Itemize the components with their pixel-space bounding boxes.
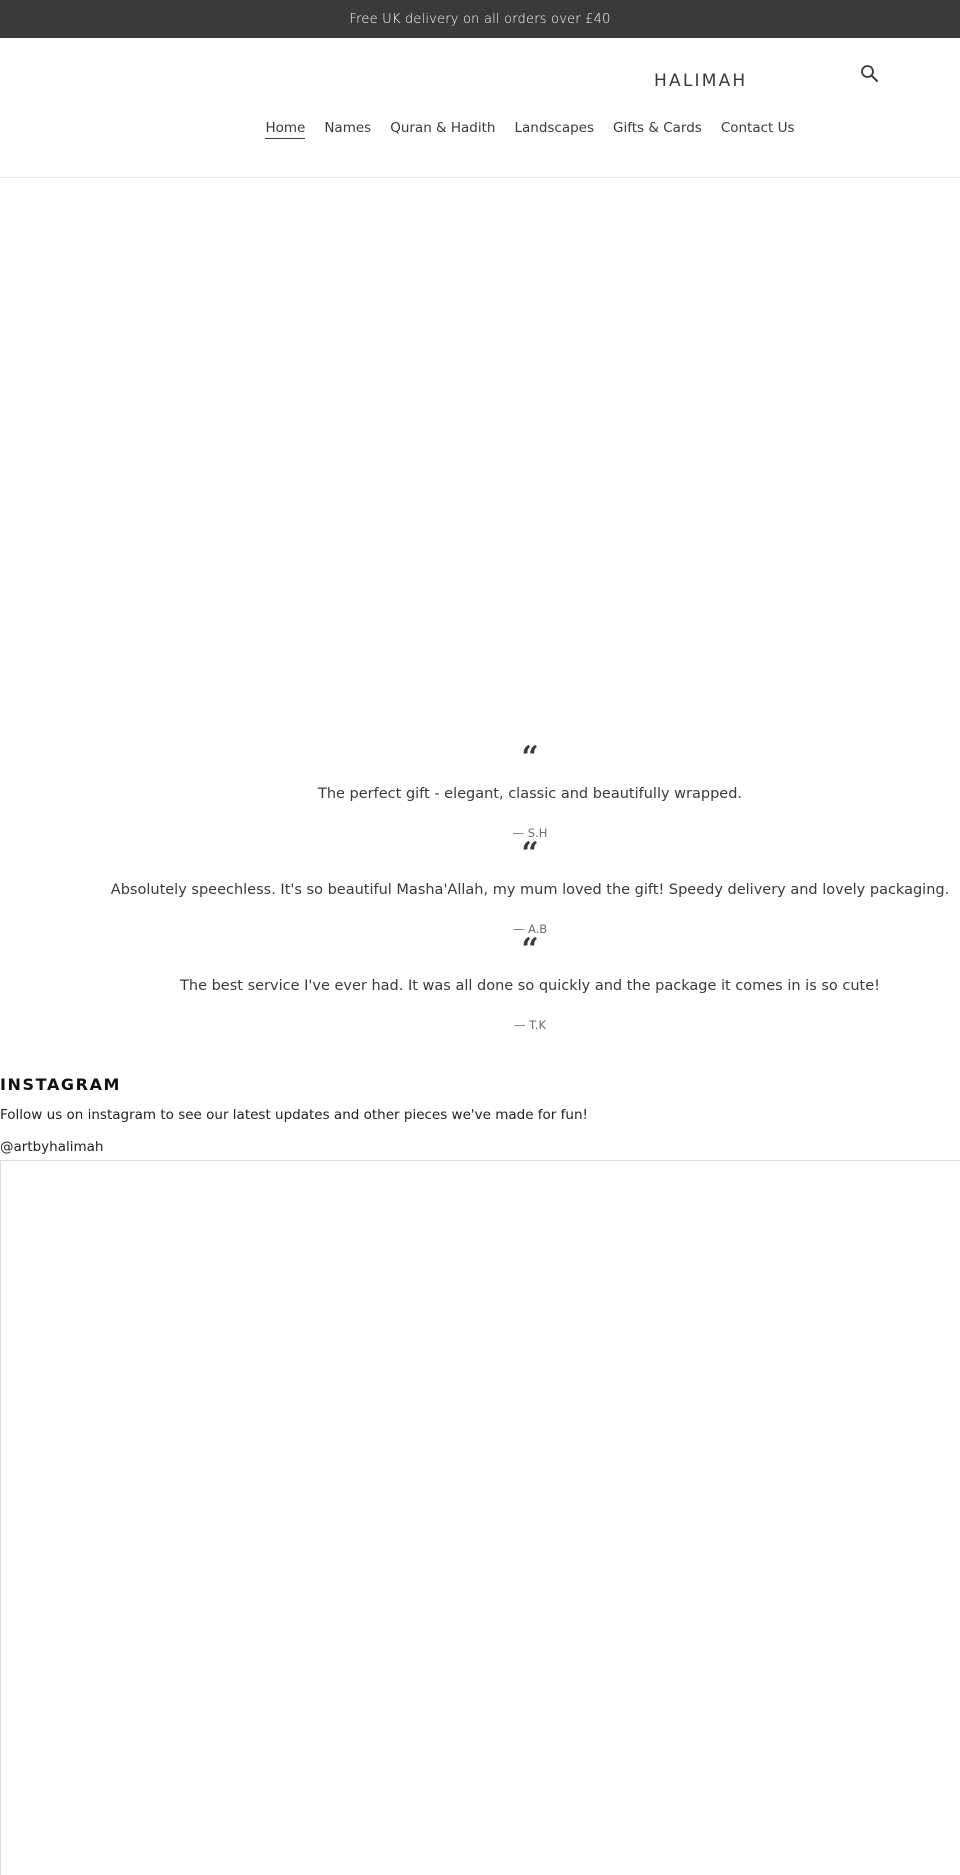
quote-icon: “	[521, 932, 539, 967]
quote-icon: “	[521, 740, 539, 775]
site-header	[0, 38, 960, 178]
testimonial-author: — T.K	[513, 1018, 546, 1032]
main-nav	[0, 120, 960, 139]
testimonials-section	[0, 740, 960, 1033]
testimonial-text: The best service I've ever had. It was all done so quickly and the package it comes in is so cute!	[180, 978, 880, 994]
nav-item-home[interactable]: Home	[265, 120, 305, 139]
testimonial-text: Absolutely speechless. It's so beautiful Masha'Allah, my mum loved the gift! Speedy delivery and lovely packaging.	[110, 882, 950, 898]
instagram-title: INSTAGRAM	[0, 1075, 122, 1094]
hero-section	[0, 178, 960, 738]
testimonial	[100, 932, 960, 1033]
announcement-text: Free UK delivery on all orders over £40	[349, 11, 611, 27]
testimonial	[100, 740, 960, 841]
instagram-section	[0, 1075, 960, 1156]
instagram-feed	[0, 1160, 960, 1875]
testimonial-author: — S.H	[512, 826, 548, 840]
nav-item-quran-hadith[interactable]: Quran & Hadith	[390, 120, 496, 136]
testimonial	[100, 836, 960, 937]
instagram-handle[interactable]: @artbyhalimah	[0, 1139, 104, 1155]
nav-item-contact-us[interactable]: Contact Us	[720, 120, 795, 136]
instagram-description: Follow us on instagram to see our latest updates and other pieces we've made for fun!	[0, 1107, 588, 1123]
nav-item-gifts-cards[interactable]: Gifts & Cards	[613, 120, 702, 136]
testimonial-author: — A.B	[512, 922, 548, 936]
testimonial-text: The perfect gift - elegant, classic and beautifully wrapped.	[317, 786, 743, 802]
quote-icon: “	[521, 836, 539, 871]
announcement-bar	[0, 0, 960, 38]
search-icon[interactable]	[860, 64, 880, 84]
nav-item-names[interactable]: Names	[324, 120, 372, 136]
nav-item-landscapes[interactable]: Landscapes	[514, 120, 595, 136]
site-logo[interactable]: HALIMAH	[654, 71, 748, 91]
